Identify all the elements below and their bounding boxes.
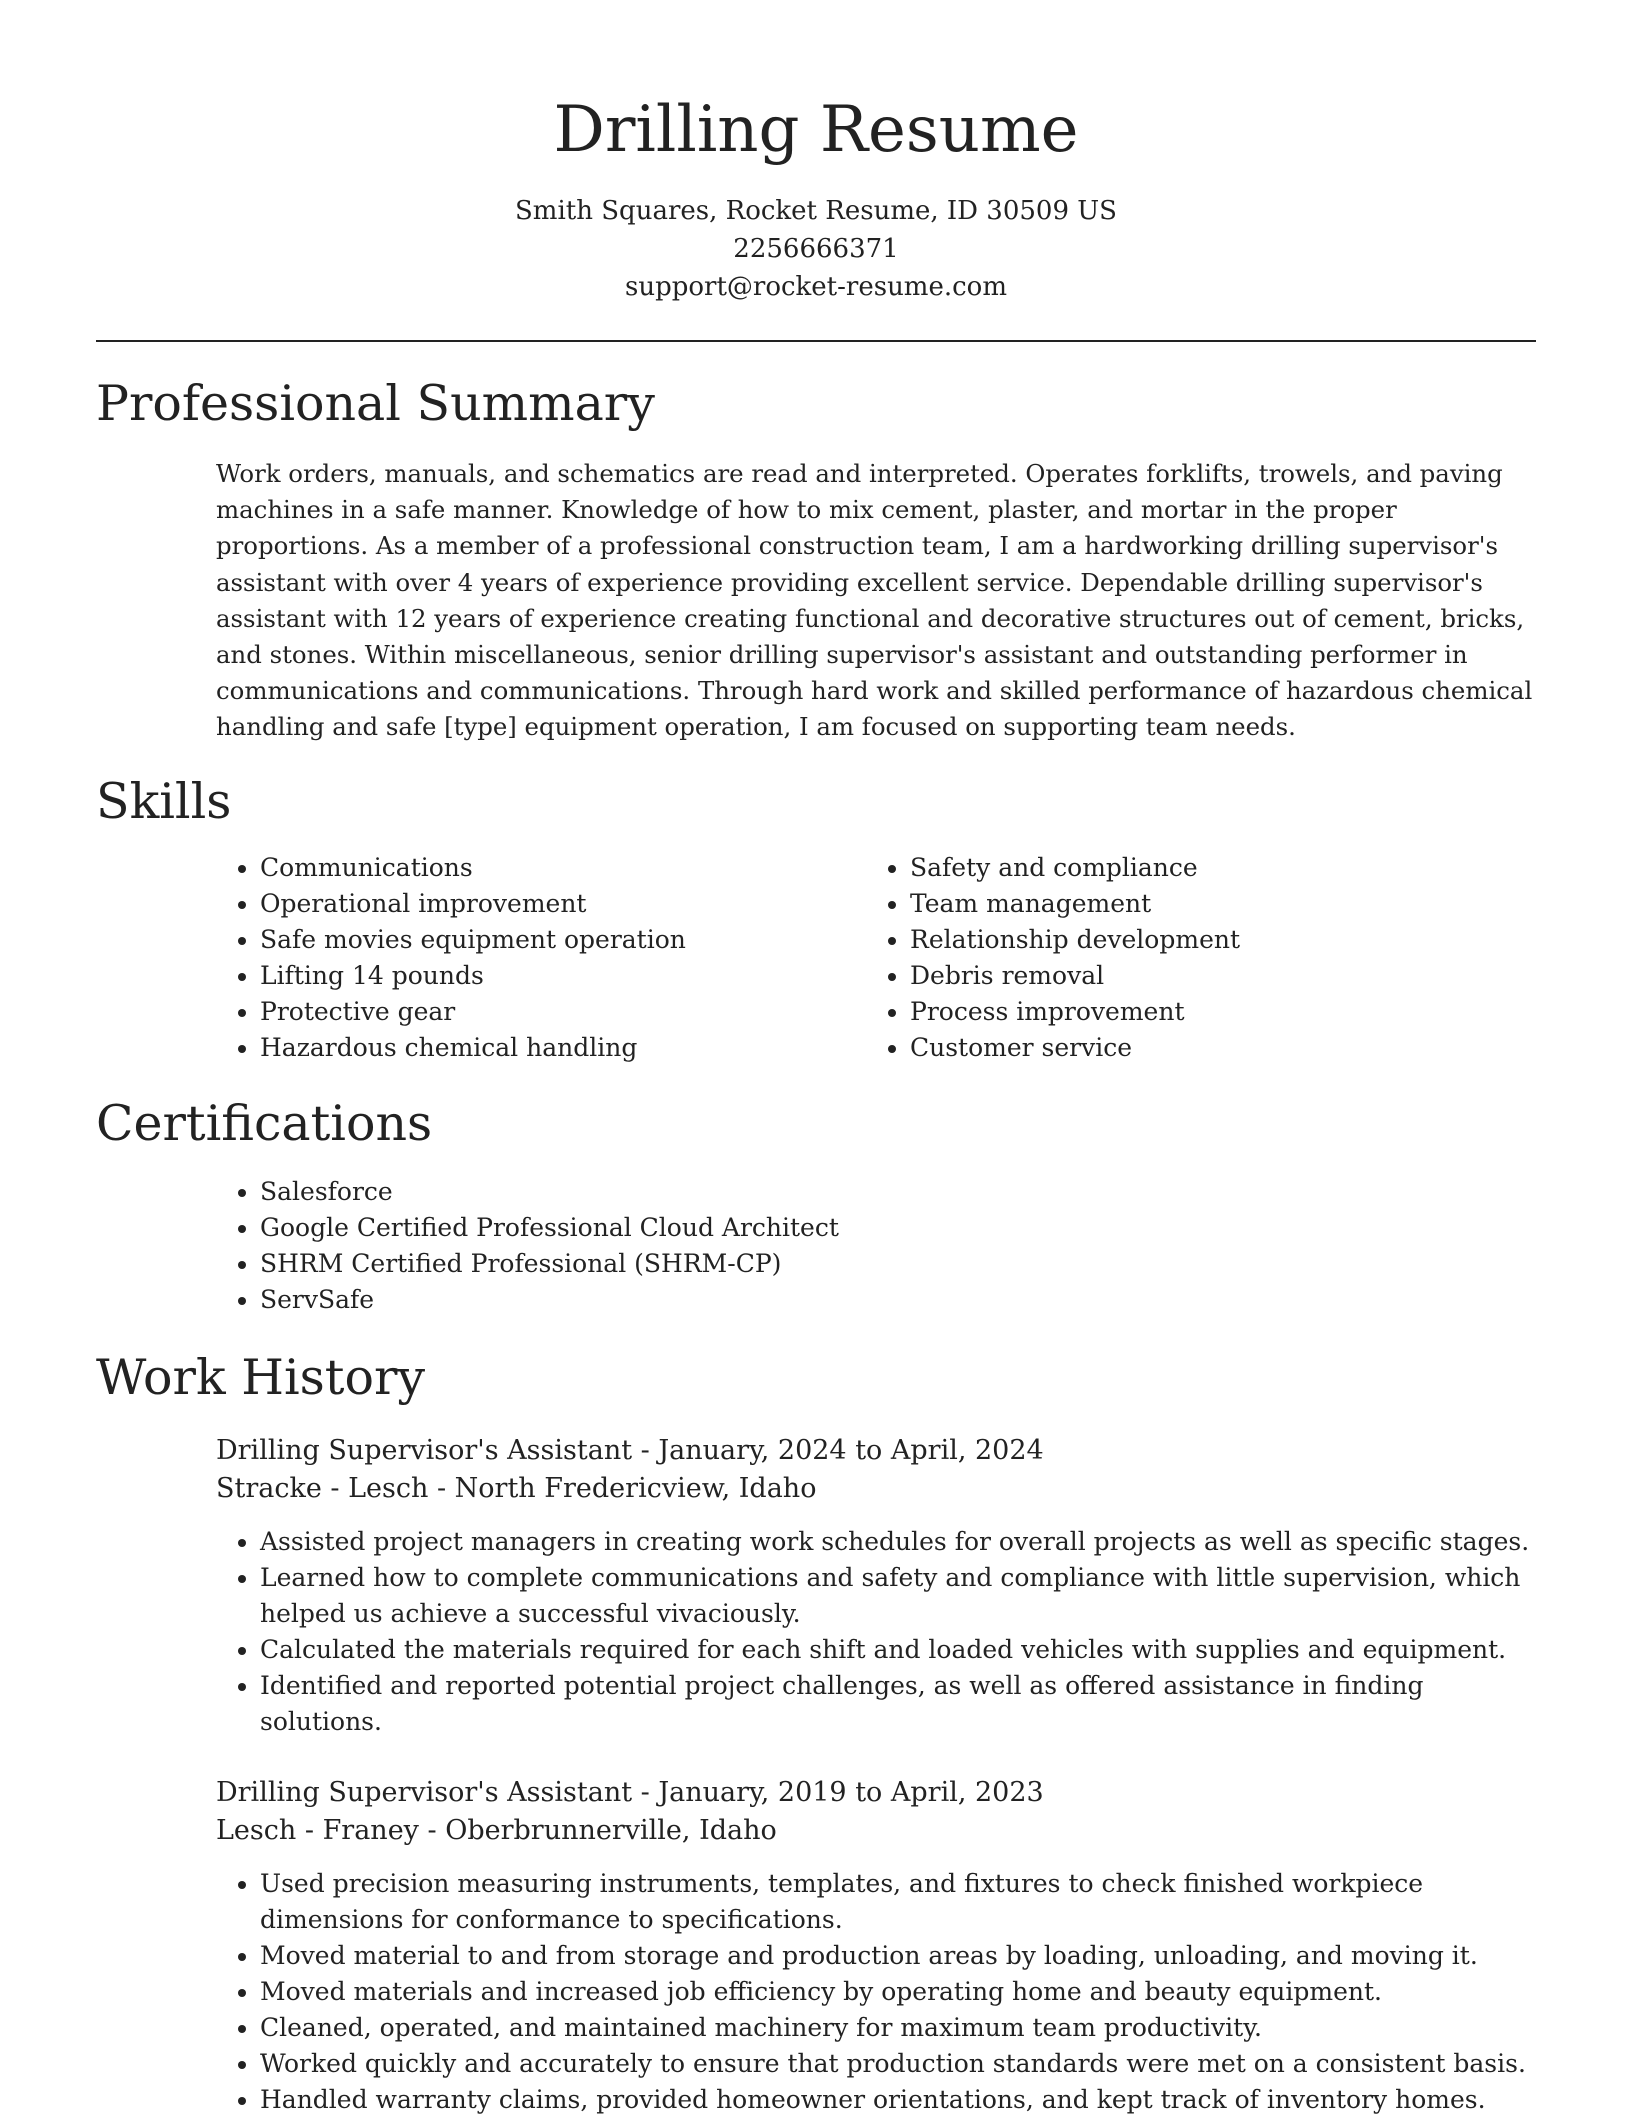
job-duty-item: • Used precision measuring instruments, templates, and fixtures to check finished workpiece dimensions for conformance to specifications. [260, 1866, 1536, 1938]
skill-item: • Relationship development [910, 922, 1470, 958]
summary-section [96, 372, 1536, 746]
job-location: Oberbrunnerville, Idaho [445, 1814, 777, 1846]
skills-columns [96, 850, 1536, 1066]
skill-item: • Hazardous chemical handling [260, 1030, 746, 1066]
job-company: Lesch - Franey [216, 1814, 419, 1846]
job-duty-item: • Assisted project managers in creating work schedules for overall projects as well as specific stages. [260, 1524, 1536, 1560]
job-company-line: Stracke - Lesch - North Fredericview, Idaho [216, 1472, 817, 1504]
resume-header [96, 0, 1536, 306]
job-duty-item: • Handled warranty claims, provided homeowner orientations, and kept track of inventory homes. [260, 2082, 1536, 2118]
job-duty-item: • Moved material to and from storage and production areas by loading, unloading, and moving it. [260, 1938, 1536, 1974]
certifications-heading: Certifications [96, 1094, 433, 1152]
certification-item: • Google Certified Professional Cloud Architect [260, 1210, 1536, 1246]
job-duty-item: • Cleaned, operated, and maintained machinery for maximum team productivity. [260, 2010, 1536, 2046]
job-title: Drilling Supervisor's Assistant [216, 1776, 633, 1808]
work-history-heading: Work History [96, 1348, 426, 1406]
job-title-line: Drilling Supervisor's Assistant - January, 2019 to April, 2023 [216, 1776, 1044, 1808]
job-title-line: Drilling Supervisor's Assistant - January, 2024 to April, 2024 [216, 1434, 1044, 1466]
skills-section [96, 770, 1536, 1066]
work-history-section [96, 1346, 1536, 2118]
job-duty-item: • Calculated the materials required for each shift and loaded vehicles with supplies and equipment. [260, 1632, 1536, 1668]
skill-item: • Debris removal [910, 958, 1470, 994]
job-entry [216, 1432, 1536, 1740]
resume-page [96, 0, 1536, 2118]
job-duty-item: • Moved materials and increased job efficiency by operating home and beauty equipment. [260, 1974, 1536, 2010]
skill-item: • Process improvement [910, 994, 1470, 1030]
summary-heading: Professional Summary [96, 375, 655, 432]
certification-item: • ServSafe [260, 1282, 1536, 1318]
job-duties-list [216, 1866, 1536, 2118]
job-entry [216, 1774, 1536, 2118]
certification-item: • Salesforce [260, 1174, 1536, 1210]
certifications-section [96, 1092, 1536, 1318]
job-dates: January, 2019 to April, 2023 [658, 1776, 1044, 1808]
certifications-list [96, 1174, 1536, 1318]
skill-item: • Protective gear [260, 994, 746, 1030]
job-title: Drilling Supervisor's Assistant [216, 1434, 633, 1466]
job-company: Stracke - Lesch [216, 1472, 429, 1504]
skills-list-right [746, 850, 1470, 1066]
skill-item: • Team management [910, 886, 1470, 922]
job-duty-item: • Identified and reported potential project challenges, as well as offered assistance in finding solutions. [260, 1668, 1536, 1740]
certification-item: • SHRM Certified Professional (SHRM-CP) [260, 1246, 1536, 1282]
summary-text: Work orders, manuals, and schematics are read and interpreted. Operates forklifts, trowels, and paving machines in a safe manner. Knowledge of how to mix cement, plaster, and mortar in the proper proportions. As a member of a professional construction team, I am a hardworking drilling supervisor's assistant with over 4 years of experience providing excellent service. Dependable drilling supervisor's assistant with 12 years of experience creating functional and decorative structures out of cement, bricks, and stones. Within miscellaneous, senior drilling supervisor's assistant and outstanding performer in communications and communications. Through hard work and skilled performance of hazardous chemical handling and safe [type] equipment operation, I am focused on supporting team needs. [216, 459, 1533, 742]
skill-item: • Communications [260, 850, 746, 886]
skill-item: • Safety and compliance [910, 850, 1470, 886]
resume-name: Drilling Resume [553, 93, 1079, 167]
skill-item: • Lifting 14 pounds [260, 958, 746, 994]
job-duty-item: • Learned how to complete communications and safety and compliance with little supervision, which helped us achieve a successful vivaciously. [260, 1560, 1536, 1632]
header-divider [96, 340, 1536, 342]
job-duty-item: • Worked quickly and accurately to ensure that production standards were met on a consistent basis. [260, 2046, 1536, 2082]
contact-email: support@rocket-resume.com [624, 272, 1007, 302]
job-dates: January, 2024 to April, 2024 [658, 1434, 1044, 1466]
job-location: North Fredericview, Idaho [454, 1472, 817, 1504]
skill-item: • Safe movies equipment operation [260, 922, 746, 958]
contact-address: Smith Squares, Rocket Resume, ID 30509 US [515, 196, 1117, 226]
skill-item: • Operational improvement [260, 886, 746, 922]
job-company-line: Lesch - Franey - Oberbrunnerville, Idaho [216, 1814, 777, 1846]
job-duties-list [216, 1524, 1536, 1740]
contact-phone: 2256666371 [733, 234, 899, 264]
skills-list-left [96, 850, 746, 1066]
skill-item: • Customer service [910, 1030, 1470, 1066]
skills-heading: Skills [96, 772, 232, 830]
